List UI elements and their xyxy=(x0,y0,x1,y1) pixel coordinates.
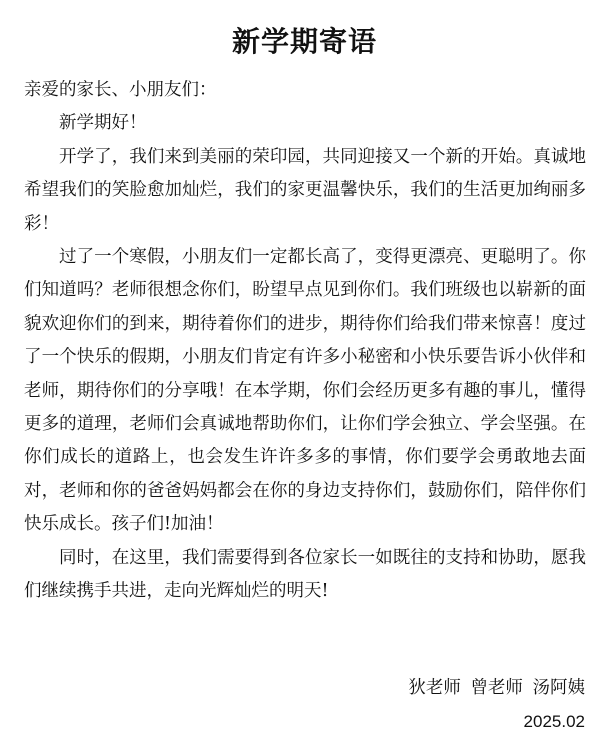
salutation: 亲爱的家长、小朋友们： xyxy=(24,80,217,100)
paragraph-3: 同时，在这里，我们需要得到各位家长一如既往的支持和协助，愿我们继续携手共进，走向光辉灿烂的明天! xyxy=(24,547,586,602)
paragraph-2: 过了一个寒假，小朋友们一定都长高了，变得更漂亮、更聪明了。你们知道吗？老师很想念你们，盼望早点见到你们。我们班级也以崭新的面貌欢迎你们的到来，期待着你们的进步，期待你们给我们带来惊喜！度过了一个快乐的假期，小朋友们肯定有许多小秘密和小快乐要告诉小伙伴和老师，期待你们的分享哦！在本学期，你们会经历更多有趣的事儿，懂得更多的道理，老师们会真诚地帮助你们，让你们学会独立、学会坚强。在你们成长的道路上，也会发生许许多多的事情，你们要学会勇敢地去面对，老师和你的爸爸妈妈都会在你的身边支持你们，鼓励你们，陪伴你们快乐成长。孩子们!加油！ xyxy=(24,247,586,535)
signature: 狄老师 曾老师 汤阿姨 xyxy=(408,678,585,698)
page-title: 新学期寄语 xyxy=(231,25,377,58)
paragraph-1: 开学了，我们来到美丽的荣印园，共同迎接又一个新的开始。真诚地希望我们的笑脸愈加灿烂，我们的家更温馨快乐，我们的生活更加绚丽多彩！ xyxy=(24,146,586,234)
greeting: 新学期好！ xyxy=(59,113,147,134)
date: 2025.02 xyxy=(523,712,585,731)
letter-body xyxy=(24,74,586,609)
